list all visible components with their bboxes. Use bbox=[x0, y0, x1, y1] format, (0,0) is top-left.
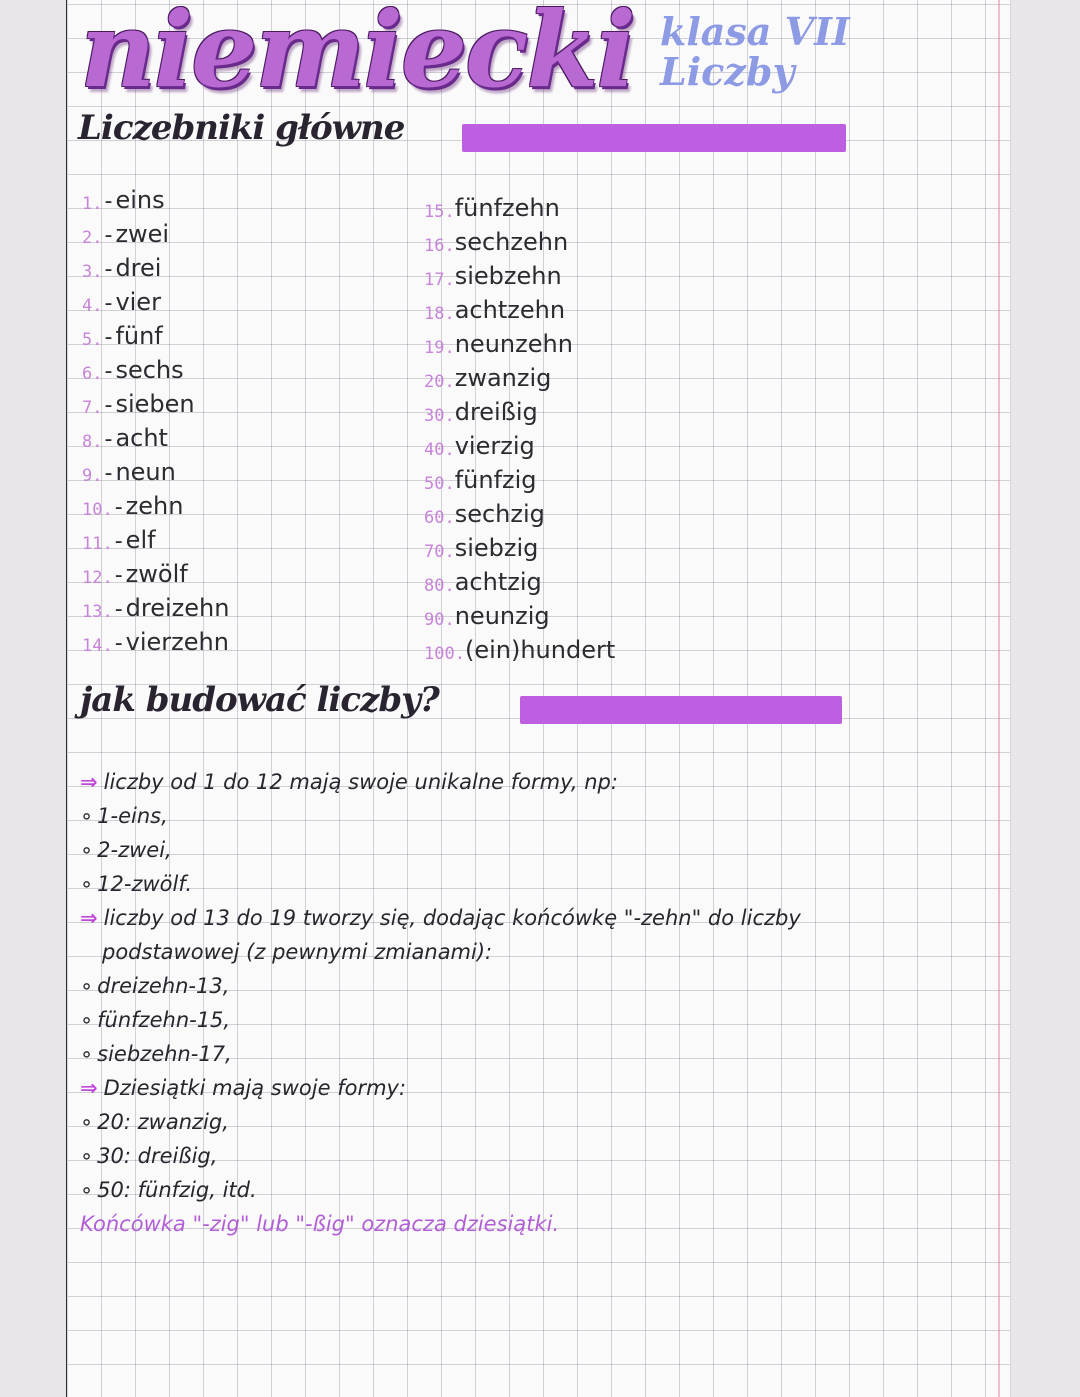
item-number: 80. bbox=[424, 576, 455, 596]
item-number: 20. bbox=[424, 372, 455, 392]
margin-line bbox=[998, 0, 1000, 1397]
bullet-icon: ∘ bbox=[80, 838, 94, 862]
rule-text: liczby od 13 do 19 tworzy się, dodając końcówkę "-zehn" do liczby bbox=[103, 906, 801, 930]
item-number: 5. bbox=[82, 330, 103, 350]
rule-continuation bbox=[80, 930, 880, 964]
example-line bbox=[80, 1100, 880, 1134]
list-item: 14. - vierzehn bbox=[82, 628, 229, 656]
example-text: 1-eins, bbox=[97, 804, 168, 828]
numbers-list-left bbox=[82, 180, 229, 656]
arrow-icon: ⇒ bbox=[80, 906, 98, 930]
item-number: 4. bbox=[82, 296, 103, 316]
item-number: 7. bbox=[82, 398, 103, 418]
item-number: 6. bbox=[82, 364, 103, 384]
bullet-icon: ∘ bbox=[80, 872, 94, 896]
item-word: achtzig bbox=[454, 568, 542, 596]
example-text: 50: fünfzig, itd. bbox=[97, 1178, 257, 1202]
item-number: 40. bbox=[424, 440, 455, 460]
item-number: 19. bbox=[424, 338, 455, 358]
bullet-icon: ∘ bbox=[80, 974, 94, 998]
notes-block bbox=[80, 760, 880, 1236]
list-item: 2. - zwei bbox=[82, 220, 170, 248]
list-item bbox=[424, 494, 615, 528]
list-item bbox=[424, 358, 615, 392]
note-text: Końcówka "-zig" lub "-ßig" oznacza dziesiątki. bbox=[80, 1212, 560, 1236]
example-line bbox=[80, 862, 880, 896]
item-number: 11. bbox=[82, 534, 113, 554]
item-word: sechs bbox=[115, 356, 184, 384]
list-item bbox=[424, 324, 615, 358]
example-line bbox=[80, 1134, 880, 1168]
bullet-icon: ∘ bbox=[80, 1008, 94, 1032]
list-item bbox=[424, 222, 615, 256]
list-item: 7. - sieben bbox=[82, 390, 195, 418]
list-item: 13. - dreizehn bbox=[82, 594, 230, 622]
section-heading-how-to-build: jak budować liczby? bbox=[80, 680, 439, 720]
item-number: 13. bbox=[82, 602, 113, 622]
item-number: 60. bbox=[424, 508, 455, 528]
arrow-icon: ⇒ bbox=[80, 770, 98, 794]
example-line bbox=[80, 1032, 880, 1066]
item-word: neun bbox=[115, 458, 176, 486]
item-word: vierzig bbox=[454, 432, 535, 460]
item-number: 50. bbox=[424, 474, 455, 494]
item-number: 2. bbox=[82, 228, 103, 248]
item-number: 9. bbox=[82, 466, 103, 486]
item-word: sieben bbox=[115, 390, 195, 418]
item-word: zwölf bbox=[125, 560, 188, 588]
subtitle-class: klasa VII bbox=[660, 9, 850, 54]
item-word: drei bbox=[115, 254, 162, 282]
list-item: 6. - sechs bbox=[82, 356, 184, 384]
item-word: fünfzig bbox=[454, 466, 537, 494]
item-word: neunzehn bbox=[454, 330, 573, 358]
item-word: sechzehn bbox=[454, 228, 569, 256]
list-item bbox=[424, 630, 615, 664]
item-word: fünf bbox=[115, 322, 163, 350]
item-word: neunzig bbox=[454, 602, 550, 630]
list-item: 9. - neun bbox=[82, 458, 176, 486]
page-subtitle bbox=[660, 9, 850, 94]
item-number: 1. bbox=[82, 194, 103, 214]
list-item bbox=[424, 528, 615, 562]
item-number: 100. bbox=[424, 644, 465, 664]
item-number: 30. bbox=[424, 406, 455, 426]
rule-text: podstawowej (z pewnymi zmianami): bbox=[102, 940, 493, 964]
list-item: 5. - fünf bbox=[82, 322, 163, 350]
highlight-bar bbox=[462, 124, 846, 152]
highlight-bar bbox=[520, 696, 842, 724]
item-number: 10. bbox=[82, 500, 113, 520]
list-item bbox=[424, 188, 615, 222]
item-number: 14. bbox=[82, 636, 113, 656]
example-text: 20: zwanzig, bbox=[97, 1110, 229, 1134]
example-line bbox=[80, 828, 880, 862]
list-item: 8. - acht bbox=[82, 424, 168, 452]
example-line bbox=[80, 1168, 880, 1202]
list-item: 11. - elf bbox=[82, 526, 156, 554]
example-text: 30: dreißig, bbox=[97, 1144, 218, 1168]
example-text: fünfzehn-15, bbox=[97, 1008, 231, 1032]
item-word: eins bbox=[115, 186, 165, 214]
numbers-list-right bbox=[424, 188, 615, 664]
rule-text: Dziesiątki mają swoje formy: bbox=[103, 1076, 407, 1100]
item-number: 90. bbox=[424, 610, 455, 630]
rule-text: liczby od 1 do 12 mają swoje unikalne formy, np: bbox=[103, 770, 618, 794]
item-number: 18. bbox=[424, 304, 455, 324]
example-text: siebzehn-17, bbox=[97, 1042, 232, 1066]
list-item bbox=[424, 290, 615, 324]
page-title: niemiecki bbox=[80, 0, 634, 111]
rule-line bbox=[80, 896, 880, 930]
example-line bbox=[80, 964, 880, 998]
list-item: 12. - zwölf bbox=[82, 560, 188, 588]
example-line bbox=[80, 998, 880, 1032]
item-word: dreißig bbox=[454, 398, 538, 426]
list-item bbox=[424, 392, 615, 426]
list-item: 1. - eins bbox=[82, 186, 165, 214]
arrow-icon: ⇒ bbox=[80, 1076, 98, 1100]
item-number: 12. bbox=[82, 568, 113, 588]
bullet-icon: ∘ bbox=[80, 1144, 94, 1168]
example-text: dreizehn-13, bbox=[97, 974, 230, 998]
item-word: dreizehn bbox=[125, 594, 230, 622]
bullet-icon: ∘ bbox=[80, 804, 94, 828]
list-item bbox=[424, 256, 615, 290]
note-line bbox=[80, 1202, 880, 1236]
item-word: vierzehn bbox=[125, 628, 229, 656]
list-item bbox=[424, 460, 615, 494]
list-item bbox=[424, 426, 615, 460]
subtitle-topic: Liczby bbox=[660, 49, 795, 94]
item-word: achtzehn bbox=[454, 296, 566, 324]
example-text: 12-zwölf. bbox=[97, 872, 193, 896]
item-word: zwei bbox=[115, 220, 170, 248]
item-word: fünfzehn bbox=[454, 194, 560, 222]
list-item: 3. - drei bbox=[82, 254, 162, 282]
item-number: 3. bbox=[82, 262, 103, 282]
item-word: (ein)hundert bbox=[464, 636, 616, 664]
item-word: siebzehn bbox=[454, 262, 562, 290]
item-number: 16. bbox=[424, 236, 455, 256]
list-item: 4. - vier bbox=[82, 288, 161, 316]
rule-line bbox=[80, 760, 880, 794]
example-text: 2-zwei, bbox=[97, 838, 172, 862]
item-number: 15. bbox=[424, 202, 455, 222]
item-word: siebzig bbox=[454, 534, 539, 562]
section-heading-cardinals: Liczebniki główne bbox=[78, 108, 405, 148]
list-item bbox=[424, 596, 615, 630]
rule-line bbox=[80, 1066, 880, 1100]
item-number: 8. bbox=[82, 432, 103, 452]
item-word: vier bbox=[115, 288, 161, 316]
item-word: acht bbox=[115, 424, 168, 452]
bullet-icon: ∘ bbox=[80, 1042, 94, 1066]
item-number: 70. bbox=[424, 542, 455, 562]
item-word: sechzig bbox=[454, 500, 545, 528]
item-word: zehn bbox=[125, 492, 184, 520]
item-word: zwanzig bbox=[454, 364, 552, 392]
item-word: elf bbox=[125, 526, 156, 554]
bullet-icon: ∘ bbox=[80, 1110, 94, 1134]
list-item: 10. - zehn bbox=[82, 492, 184, 520]
example-line bbox=[80, 794, 880, 828]
item-number: 17. bbox=[424, 270, 455, 290]
list-item bbox=[424, 562, 615, 596]
bullet-icon: ∘ bbox=[80, 1178, 94, 1202]
